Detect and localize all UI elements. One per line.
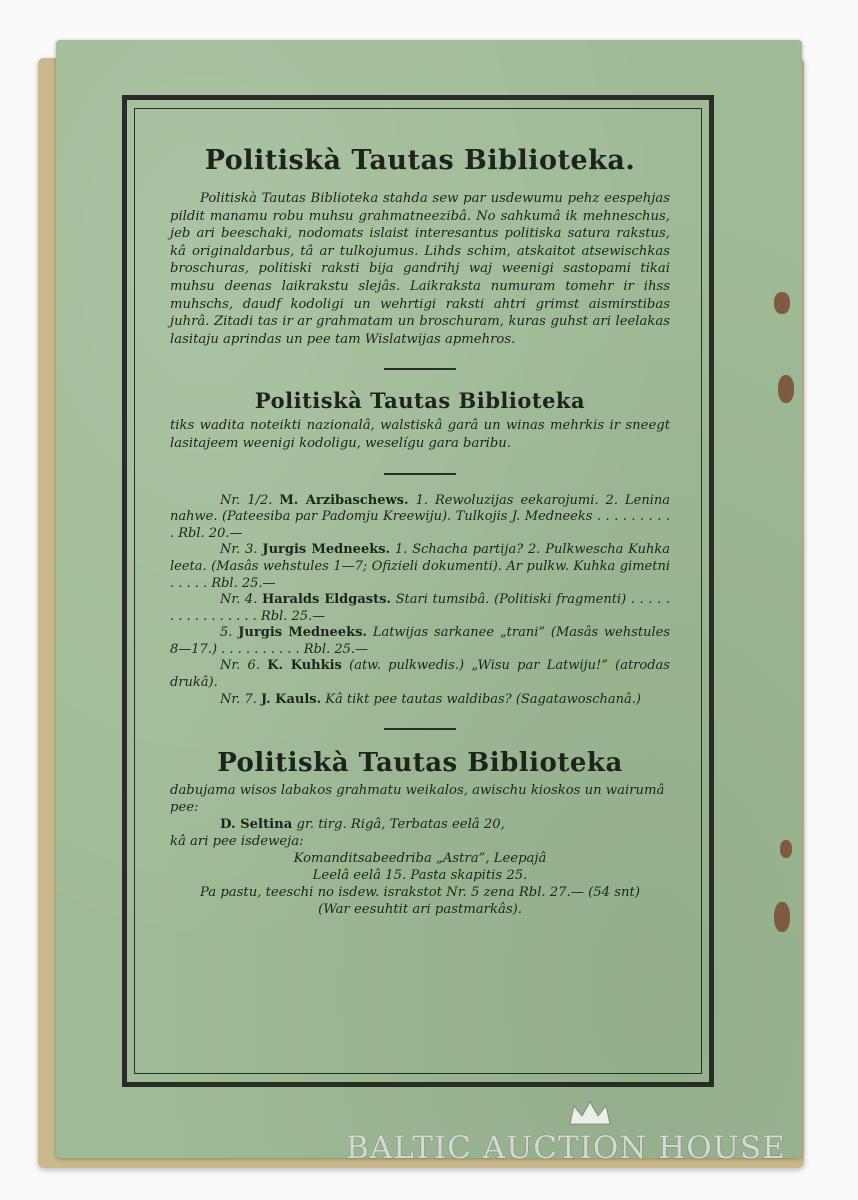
publication-entry: [170, 658, 670, 691]
publication-author: K. Kuhkis: [267, 658, 342, 674]
publication-number: Nr. 3.: [220, 542, 258, 558]
publication-list: [170, 493, 670, 709]
publication-author: J. Kauls.: [260, 691, 322, 707]
stain-mark: [778, 375, 794, 403]
publication-text: 1. Rewoluzijas eekarojumi. 2. Lenina nahwe. (Pateesiba par Padomju Kreewiju). Tulkojis J. Medneeks . . . . . . . . . . Rbl. 20.—: [170, 492, 670, 541]
stain-mark: [780, 840, 792, 858]
seller-line: [170, 816, 670, 833]
publication-number: Nr. 7.: [220, 691, 257, 707]
publication-entry: [170, 625, 670, 658]
section-subtitle: Politiskà Tautas Biblioteka: [254, 388, 586, 414]
publication-text: 1. Schacha partija? 2. Pulkwescha Kuhka leeta. (Masâs wehstules 1—7; Ofizieli dokumenti). Ar pulkw. Kuhka gimetni . . . . . Rbl. 25.—: [170, 542, 670, 591]
divider-rule: [384, 728, 456, 730]
publication-text: (atw. pulkwedis.) „Wisu par Latwiju!” (atrodas drukâ).: [170, 658, 670, 691]
stain-mark: [774, 902, 790, 932]
publication-text: Stari tumsibâ. (Politiski fragmenti) . . . . . . . . . . . . . . . . Rbl. 25.—: [170, 592, 670, 624]
publication-author: Jurgis Medneeks.: [262, 542, 391, 558]
mail-order-text: Pa pastu, teeschi no isdew. israkstot Nr. 5 zena Rbl. 27.— (54 snt): [200, 885, 640, 901]
publication-entry: [170, 592, 670, 625]
availability-text: dabujama wisos labakos grahmatu weikalos, awischu kioskos un wairumâ pee:: [170, 783, 665, 816]
publication-entry: [170, 493, 670, 543]
publisher-line: Komanditsabeedriba „Astra”, Leepajâ: [293, 851, 547, 867]
publication-text: Kâ tikt pee tautas waldibas? (Sagatawoschanâ.): [325, 691, 641, 707]
publisher-address: Leelâ eelâ 15. Pasta skapitis 25.: [312, 868, 528, 884]
intro-paragraph: Politiskà Tautas Biblioteka stahda sew par usdewumu pehz eespehjas pildit manamu robu muhsu grahmatneezibâ. No sahkumâ ik mehneschus, jeb ari beeschaki, nodomats islaist interesantus politiska satura rakstus, kâ originaldarbus, tâ ar tulkojumus. Lihds schim, atskaitot atsewischkas broschuras, politiski raksti bija gandrihj waj weenigi sastopami tikai muhsu deenas laikrakstu slejâs. Laikraksta numuram tomehr ir ihss muhschs, daudf kodoligi un wehrtigi raksti ahtri grimst aismirstibas juhrâ. Zitadi tas ir ar grahmatam un broschuram, kuras guhst ari leelakas lasitaju aprindas un pee tam Wislatwijas apmehros.: [170, 191, 670, 347]
publication-entry: [170, 542, 670, 592]
crown-icon: [566, 1100, 614, 1128]
publication-entry: [170, 692, 670, 709]
cover-title: Politiskà Tautas Biblioteka.: [204, 145, 636, 176]
publication-author: Jurgis Medneeks.: [238, 625, 367, 641]
publication-text: Latwijas sarkanee „trani” (Masâs wehstules 8—17.) . . . . . . . . . . Rbl. 25.—: [170, 625, 670, 657]
footer-title: Politiskà Tautas Biblioteka: [217, 748, 623, 779]
seller-address: gr. tirg. Rigâ, Terbatas eelâ 20,: [296, 817, 505, 833]
publication-author: Haralds Eldgasts.: [261, 592, 391, 608]
publication-number: Nr. 1/2.: [220, 492, 273, 508]
publication-number: 5.: [220, 625, 233, 641]
stain-mark: [774, 292, 790, 314]
distribution-info: [170, 782, 670, 918]
divider-rule: [384, 368, 456, 370]
stamps-note: (War eesuhtit ari pastmarkâs).: [318, 902, 522, 918]
publication-number: Nr. 6.: [220, 658, 260, 674]
divider-rule: [384, 473, 456, 475]
watermark-text: BALTIC AUCTION HOUSE: [346, 1130, 786, 1166]
publication-number: Nr. 4.: [220, 592, 258, 608]
also-at-text: kâ ari pee isdeweja:: [170, 834, 304, 850]
seller-name: D. Seltina: [220, 817, 293, 833]
mission-paragraph: tiks wadita noteikti nazionalâ, walstiskâ garâ un winas mehrkis ir sneegt lasitajeem weenigi kodoligu, weselígu gara baribu.: [170, 418, 670, 451]
publication-author: M. Arzibaschews.: [279, 492, 409, 508]
cover-text: [170, 125, 670, 918]
